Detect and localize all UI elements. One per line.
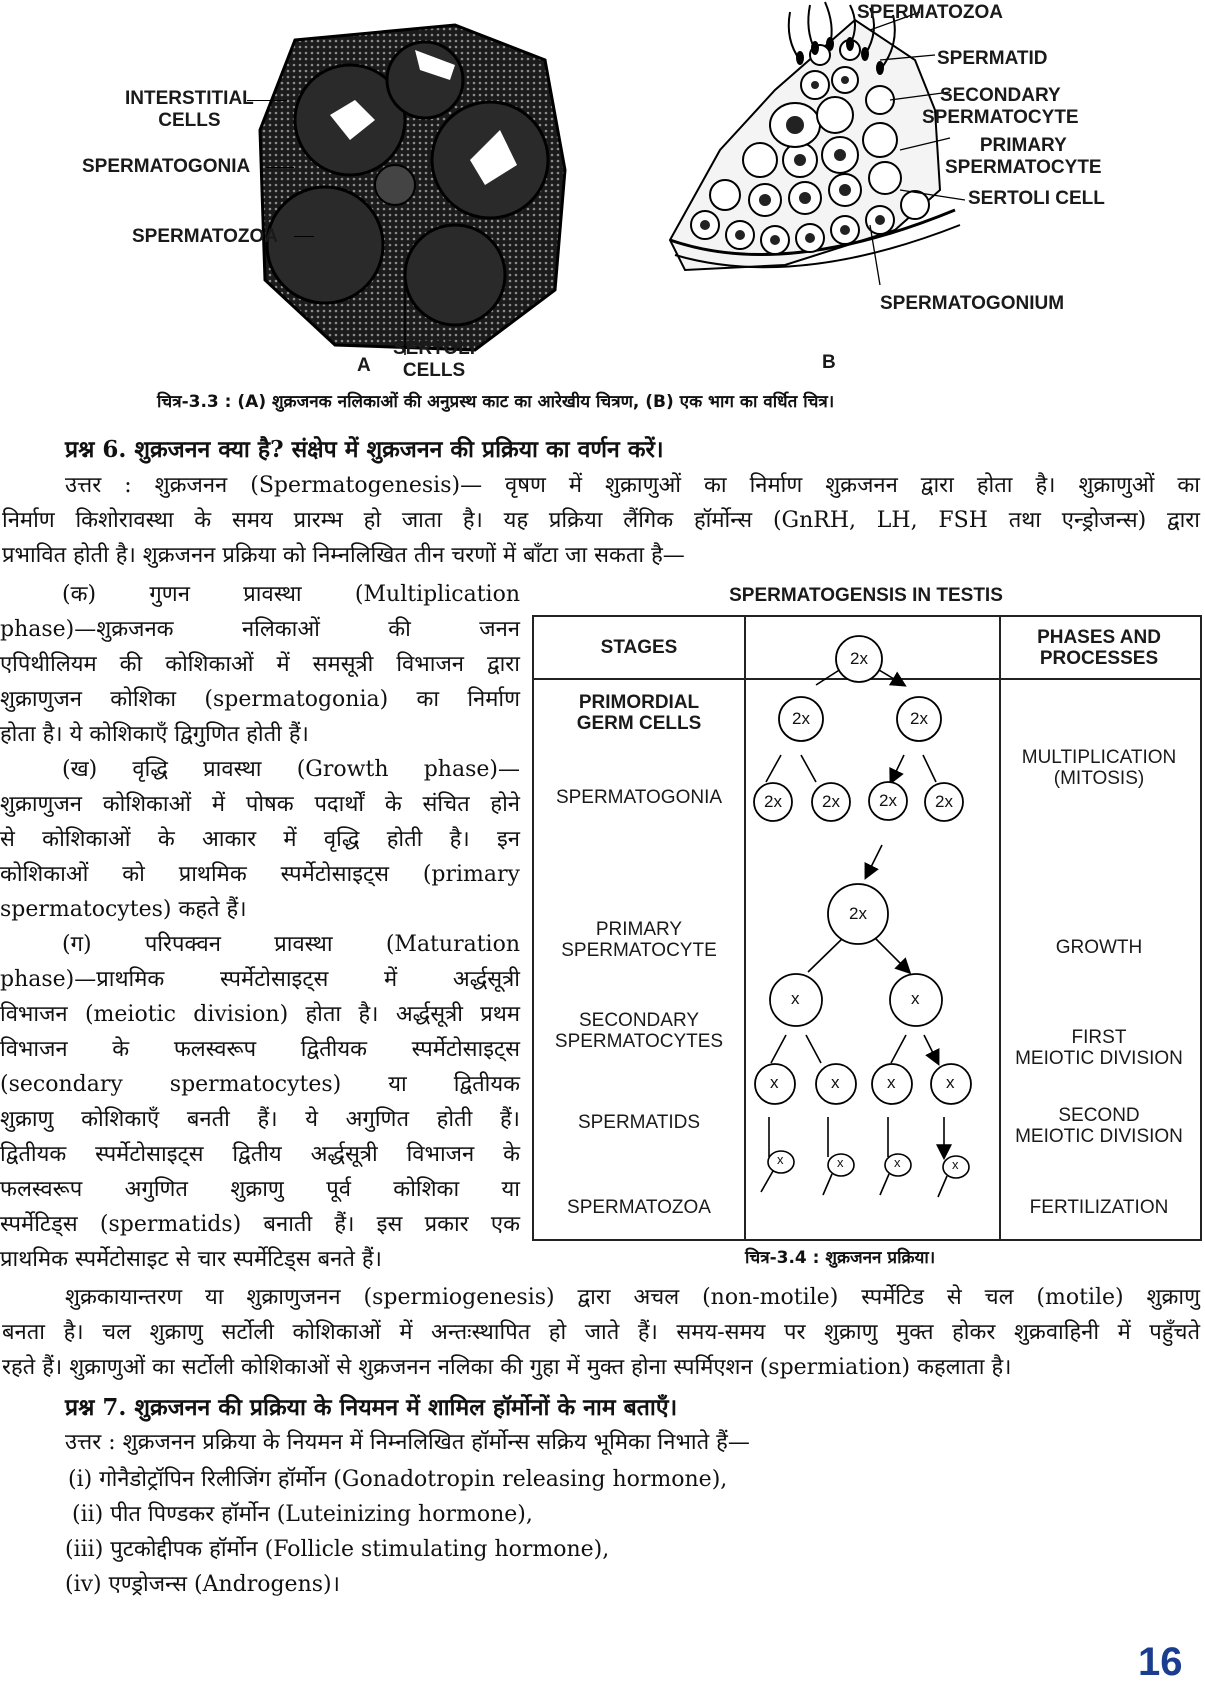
phases-description	[0, 577, 520, 1277]
label-b-spermatid: SPERMATID	[937, 48, 1048, 69]
leader-line	[247, 100, 287, 101]
answer-6-line-1: उत्तर : शुक्रजनन (Spermatogenesis)— वृषण में शुक्राणुओं का निर्माण शुक्रजनन द्वारा होता है। शुक्राणुओं का	[65, 473, 1200, 498]
spermiogenesis-line-2: बनता है। चल शुक्राणु सर्टोली कोशिकाओं में अन्तःस्थापित हो जाते हैं। समय-समय पर शुक्राणु मुक्त होकर शुक्रवाहिनी में पहुँचते	[2, 1320, 1200, 1345]
label-spermatogonia: SPERMATOGONIA	[82, 156, 251, 177]
phase-line: शुक्राणुजन कोशिकाओं में पोषक पदार्थों के संचित होने	[0, 792, 520, 817]
hormone-item: (iv) एण्ड्रोजन्स (Androgens)।	[65, 1572, 340, 1597]
stage-primordial: PRIMORDIAL GERM CELLS	[576, 692, 702, 734]
phase-line: (ख) वृद्धि प्रावस्था (Growth phase)—	[62, 757, 520, 782]
phase-line: phase)—प्राथमिक स्पर्मेटोसाइट्स में अर्द्धसूत्री	[0, 967, 520, 992]
phase-second-meiotic: SECOND MEIOTIC DIVISION	[1015, 1105, 1183, 1147]
hormone-item: (ii) पीत पिण्डकर हॉर्मोन (Luteinizing hormone),	[72, 1502, 533, 1527]
tubule-section-diagram	[255, 20, 575, 355]
phase-line: spermatocytes) कहते हैं।	[0, 897, 247, 922]
hormone-item: (i) गोनैडोट्रॉपिन रिलीजिंग हॉर्मोन (Gonadotropin releasing hormone),	[68, 1467, 728, 1492]
hormone-item: (iii) पुटकोद्दीपक हॉर्मोन (Follicle stimulating hormone),	[65, 1537, 610, 1562]
cell-label: x	[911, 989, 920, 1008]
label-sertoli-cells: SERTOLI CELLS	[393, 338, 475, 381]
phase-line: होता है। ये कोशिकाएँ द्विगुणित होती हैं।	[0, 722, 309, 747]
label-b-secondary-spermatocyte: SECONDARY SPERMATOCYTE	[922, 85, 1079, 128]
spermatogenesis-table-title: SPERMATOGENSIS IN TESTIS	[729, 585, 1003, 606]
leader-line	[294, 236, 314, 237]
phase-growth: GROWTH	[1055, 937, 1143, 958]
answer-7: उत्तर : शुक्रजनन प्रक्रिया के नियमन में निम्नलिखित हॉर्मोन्स सक्रिय भूमिका निभाते हैं—	[65, 1430, 750, 1455]
cell-labels	[746, 617, 999, 1237]
cell-label: x	[791, 989, 800, 1008]
cell-label: x	[887, 1073, 896, 1092]
cell-label: 2x	[879, 791, 897, 810]
column-header-stages: STAGES	[600, 637, 678, 658]
figure-3-4-caption: चित्र-3.4 : शुक्रजनन प्रक्रिया।	[745, 1248, 936, 1268]
answer-6-line-3: प्रभावित होती है। शुक्रजनन प्रक्रिया को निम्नलिखित तीन चरणों में बाँटा जा सकता है—	[2, 543, 685, 568]
stage-primary: PRIMARY SPERMATOCYTE	[561, 919, 717, 961]
question-6: प्रश्न 6. शुक्रजनन क्या है? संक्षेप में शुक्रजनन की प्रक्रिया का वर्णन करें।	[65, 436, 664, 463]
phase-line: फलस्वरूप अगुणित शुक्राणु पूर्व कोशिका या	[0, 1177, 520, 1202]
leader-line	[266, 167, 294, 168]
phase-first-meiotic: FIRST MEIOTIC DIVISION	[1015, 1027, 1183, 1069]
cell-label: x	[831, 1073, 840, 1092]
stage-spermatids: SPERMATIDS	[577, 1112, 701, 1133]
spermiogenesis-line-1: शुक्रकायान्तरण या शुक्राणुजनन (spermiogenesis) द्वारा अचल (non-motile) स्पर्मेटिड से चल (motile) शुक्राणु	[65, 1285, 1200, 1310]
phase-line: शुक्राणु कोशिकाएँ बनती हैं। ये अगुणित होती हैं।	[0, 1107, 520, 1132]
cell-label: x	[952, 1157, 959, 1172]
label-spermatozoa: SPERMATOZOA	[132, 226, 279, 247]
cell-label: x	[777, 1152, 784, 1167]
question-7: प्रश्न 7. शुक्रजनन की प्रक्रिया के नियमन में शामिल हॉर्मोनों के नाम बताएँ।	[65, 1394, 678, 1421]
phase-line: शुक्राणुजन कोशिका (spermatogonia) का निर्माण	[0, 687, 520, 712]
phase-line: द्वितीयक स्पर्मेटोसाइट्स द्वितीय अर्द्धसूत्री विभाजन के	[0, 1142, 520, 1167]
label-figure-a: A	[357, 355, 371, 376]
stage-spermatozoa: SPERMATOZOA	[567, 1197, 711, 1218]
answer-6-line-2: निर्माण किशोरावस्था के समय प्रारम्भ हो जाता है। यह प्रक्रिया लैंगिक हॉर्मोन्स (GnRH, LH, FSH तथा एन्ड्रोजन्स) द्वारा	[2, 508, 1200, 533]
tubule-enlarged-diagram	[665, 0, 975, 290]
cell-label: 2x	[850, 649, 868, 668]
label-b-primary-spermatocyte: PRIMARY SPERMATOCYTE	[945, 135, 1102, 178]
phase-line: phase)—शुक्रजनक नलिकाओं की जनन	[0, 617, 520, 642]
cell-label: 2x	[910, 709, 928, 728]
phase-line: विभाजन के फलस्वरूप द्वितीयक स्पर्मेटोसाइट्स	[0, 1037, 520, 1062]
phase-line: स्पर्मेटिड्स (spermatids) बनाती हैं। इस प्रकार एक	[0, 1212, 520, 1237]
phase-fertilization: FERTILIZATION	[1029, 1197, 1169, 1218]
phase-line: विभाजन (meiotic division) होता है। अर्द्धसूत्री प्रथम	[0, 1002, 520, 1027]
stage-spermatogonia: SPERMATOGONIA	[555, 787, 723, 808]
label-b-sertoli-cell: SERTOLI CELL	[968, 188, 1105, 209]
cell-label: 2x	[935, 792, 953, 811]
phase-multiplication: MULTIPLICATION (MITOSIS)	[1021, 747, 1177, 789]
phase-line: एपिथीलियम की कोशिकाओं में समसूत्री विभाजन द्वारा	[0, 652, 520, 677]
page-number: 16	[1138, 1640, 1183, 1684]
spermatogenesis-table	[532, 615, 1202, 1241]
cell-label: x	[770, 1073, 779, 1092]
figure-3-3-caption: चित्र-3.3 : (A) शुक्रजनक नलिकाओं की अनुप्रस्थ काट का आरेखीय चित्रण, (B) एक भाग का वर्धित चित्र।	[157, 392, 835, 412]
cell-label: x	[946, 1073, 955, 1092]
phase-line: (secondary spermatocytes) या द्वितीयक	[0, 1072, 520, 1097]
stage-secondary: SECONDARY SPERMATOCYTES	[554, 1010, 724, 1052]
cell-label: 2x	[764, 792, 782, 811]
label-interstitial-cells: INTERSTITIAL CELLS	[125, 88, 254, 131]
cell-label: 2x	[792, 709, 810, 728]
label-figure-b: B	[822, 352, 836, 373]
cell-label: 2x	[849, 904, 867, 923]
label-b-spermatozoa: SPERMATOZOA	[857, 2, 1004, 23]
cell-label: 2x	[822, 792, 840, 811]
phase-line: प्राथमिक स्पर्मेटोसाइट से चार स्पर्मेटिड्स बनते हैं।	[0, 1247, 382, 1272]
phase-line: कोशिकाओं को प्राथमिक स्पर्मेटोसाइट्स (primary	[0, 862, 520, 887]
phase-line: (क) गुणन प्रावस्था (Multiplication	[62, 582, 520, 607]
cell-label: x	[894, 1155, 901, 1170]
phase-line: (ग) परिपक्वन प्रावस्था (Maturation	[62, 932, 520, 957]
column-header-phases: PHASES AND PROCESSES	[1037, 627, 1161, 669]
phase-line: से कोशिकाओं के आकार में वृद्धि होती है। इन	[0, 827, 520, 852]
spermiogenesis-line-3: रहते हैं। शुक्राणुओं का सर्टोली कोशिकाओं से शुक्रजनन नलिका की गुहा में मुक्त होना स्पर्मिएशन (spermiation) कहलाता है।	[2, 1355, 1012, 1380]
cell-label: x	[837, 1155, 844, 1170]
label-b-spermatogonium: SPERMATOGONIUM	[880, 293, 1065, 314]
